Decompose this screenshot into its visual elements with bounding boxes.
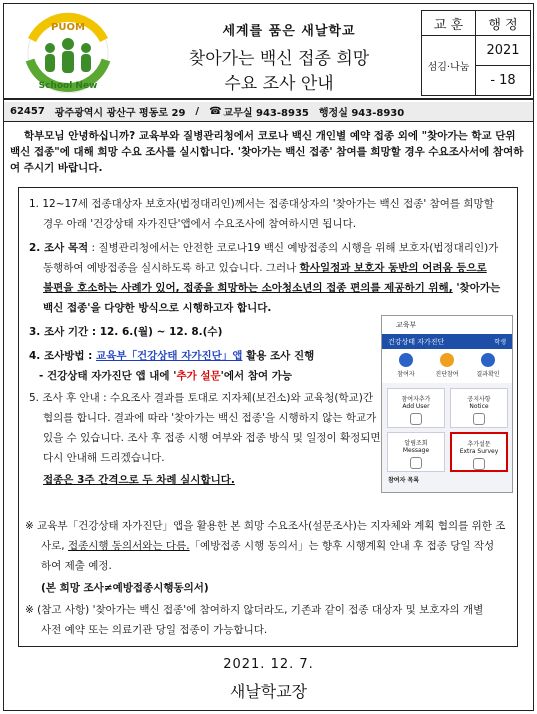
admin-room-phone: 행정실 943-8930 (318, 108, 405, 119)
app-title: 건강상태 자가진단 (388, 338, 445, 346)
item2-line2: 동행하여 예방접종을 실시하도록 하고 있습니다. 그러나 학사일정과 보호자 동반의 어려움 등으로 (43, 262, 487, 274)
user-icon (399, 353, 413, 367)
item1-line2: 경우 아래 '건강상태 자가진단'앱에서 수요조사에 참여하시면 됩니다. (43, 218, 357, 230)
school-slogan: 세계를 품은 새날학교 (222, 24, 356, 39)
street-address: 광주광역시 광산구 평동로 29 (54, 108, 186, 119)
item5-line4: 다시 안내해 드리겠습니다. (43, 452, 165, 464)
doc-title-line1: 찾아가는 백신 접종 희망 (188, 49, 370, 69)
item2-line1: 2. 조사 목적 : 질병관리청에서는 안전한 코로나19 백신 예방접종의 시행을 위해 보호자(법정대리인)가 (29, 242, 499, 254)
add-user-icon (410, 413, 422, 425)
app-card-extra-survey[interactable]: 추가설문 Extra Survey (450, 432, 508, 472)
issue-date: 2021. 12. 7. (223, 657, 314, 672)
svg-text:PUOM: PUOM (51, 22, 85, 33)
app-title-bar (382, 334, 512, 349)
meta-teach-label: 교 훈 (421, 10, 476, 36)
app-menu-results[interactable]: 결과확인 (468, 353, 508, 378)
item2-emphasis1: 학사일정과 보호자 동반의 어려움 등으로 (299, 262, 487, 274)
letterhead (4, 4, 533, 100)
meta-number: - 18 (475, 65, 531, 96)
school-logo (20, 10, 116, 96)
item2-label: 2. 조사 목적 (29, 242, 89, 254)
item4-sub: - 건강상태 자가진단 앱 내에 '추가 설문'에서 참여 가능 (39, 370, 293, 382)
app-org: 교육부 (382, 316, 512, 334)
note1-line2: 사로, 접종시행 동의서와는 다름.「예방접종 시행 동의서」는 향후 시행계획 안내 후 접종 당일 작성 (41, 540, 495, 552)
teachers-room-phone: 교무실 943-8935 (223, 108, 309, 119)
result-icon (481, 353, 495, 367)
app-card-add-user[interactable]: 참여자추가 Add User (387, 388, 445, 428)
notice-document (3, 3, 534, 711)
doc-title-line2: 수요 조사 안내 (224, 74, 334, 94)
phone-icon: ☎ (209, 106, 222, 117)
app-menu-users[interactable]: 참여자 (386, 353, 426, 378)
note3-line2: 사전 예약 또는 의료기관 당일 접종이 가능합니다. (41, 624, 268, 636)
meta-year: 2021 (475, 35, 531, 66)
svg-text:School New: School New (38, 81, 98, 91)
extra-survey-label: 추가 설문 (176, 370, 221, 382)
separator: / (195, 106, 200, 117)
letter-meta-table (421, 10, 531, 96)
item5-dose-note: 접종은 3주 간격으로 두 차례 실시합니다. (43, 474, 235, 486)
app-participant-list: 참여자 목록 (388, 477, 420, 484)
item3-survey-period: 3. 조사 기간 : 12. 6.(월) ~ 12. 8.(수) (29, 326, 223, 338)
meta-admin-label: 행 정 (475, 10, 531, 36)
note1-line1: ※ 교육부「건강상태 자가진단」앱을 활용한 본 희망 수요조사(설문조사)는 지자체와 계획 협의를 위한 조 (25, 520, 506, 532)
address-bar (4, 102, 533, 122)
app-card-message[interactable]: 알림조회 Message (387, 432, 445, 472)
meta-motto: 섬김·나눔 (421, 35, 476, 96)
item4-method: 4. 조사방법 : 교육부「건강상태 자가진단」앱 활용 조사 진행 (29, 350, 315, 362)
app-screenshot (381, 315, 513, 493)
survey-icon (473, 458, 485, 470)
app-menu-diagnose[interactable]: 진단참여 (427, 353, 467, 378)
app-link[interactable]: 교육부「건강상태 자가진단」앱 (96, 350, 243, 362)
notice-icon (473, 413, 485, 425)
item1-line1: 1. 12~17세 접종대상자 보호자(법정대리인)께서는 접종대상자의 '찾아가는 백신 접종' 참여를 희망할 (29, 198, 494, 210)
intro-paragraph: 학부모님 안녕하십니까? 교육부와 질병관리청에서 코로나 백신 개인별 예약 접종 외에 "찾아가는 학교 단위 백신 접종"에 대해 희망 수요 조사를 실시합니다. '찾아가는 백신 접종' 참여를 희망할 경우 수요조사서에 참여하여 주시기 바랍니다. (10, 130, 524, 174)
signer: 새날학교장 (229, 682, 308, 701)
app-user: 학생 (494, 339, 506, 346)
app-card-notice[interactable]: 공지사항 Notice (450, 388, 508, 428)
item5-line2: 협의를 합니다. 결과에 따라 '찾아가는 백신 접종'을 시행하지 않는 학교가 (43, 412, 377, 424)
note1-line3: 하여 제출 예정. (41, 560, 112, 572)
postal-code: 62457 (10, 106, 45, 117)
item2-emphasis2: 불편을 호소하는 사례가 있어, 접종을 희망하는 소아청소년의 접종 편의를 제공하기 위해, (43, 282, 453, 294)
note2: (본 희망 조사≠예방접종시행동의서) (41, 582, 209, 594)
message-icon (410, 457, 422, 469)
item5-line1: 5. 조사 후 안내 : 수요조사 결과를 토대로 지자체(보건소)와 교육청(학교)간 (29, 392, 373, 404)
app-menu (382, 349, 512, 383)
note1-emphasis: 접종시행 동의서와는 다름. (67, 540, 190, 552)
item5-line3: 있을 수 있습니다. 조사 후 접종 시행 여부와 접종 방식 및 일정이 확정되면 (43, 432, 381, 444)
survey-details-box (18, 187, 518, 647)
item2-line3: 불편을 호소하는 사례가 있어, 접종을 희망하는 소아청소년의 접종 편의를 제공하기 위해, '찾아가는 (43, 282, 501, 294)
note3-line1: ※ (참고 사항) '찾아가는 백신 접종'에 참여하지 않더라도, 기존과 같이 접종 대상자 및 보호자의 개별 (25, 604, 484, 616)
item2-line4: 백신 접종'을 다양한 방식으로 시행하고자 합니다. (43, 302, 272, 314)
check-icon (440, 353, 454, 367)
